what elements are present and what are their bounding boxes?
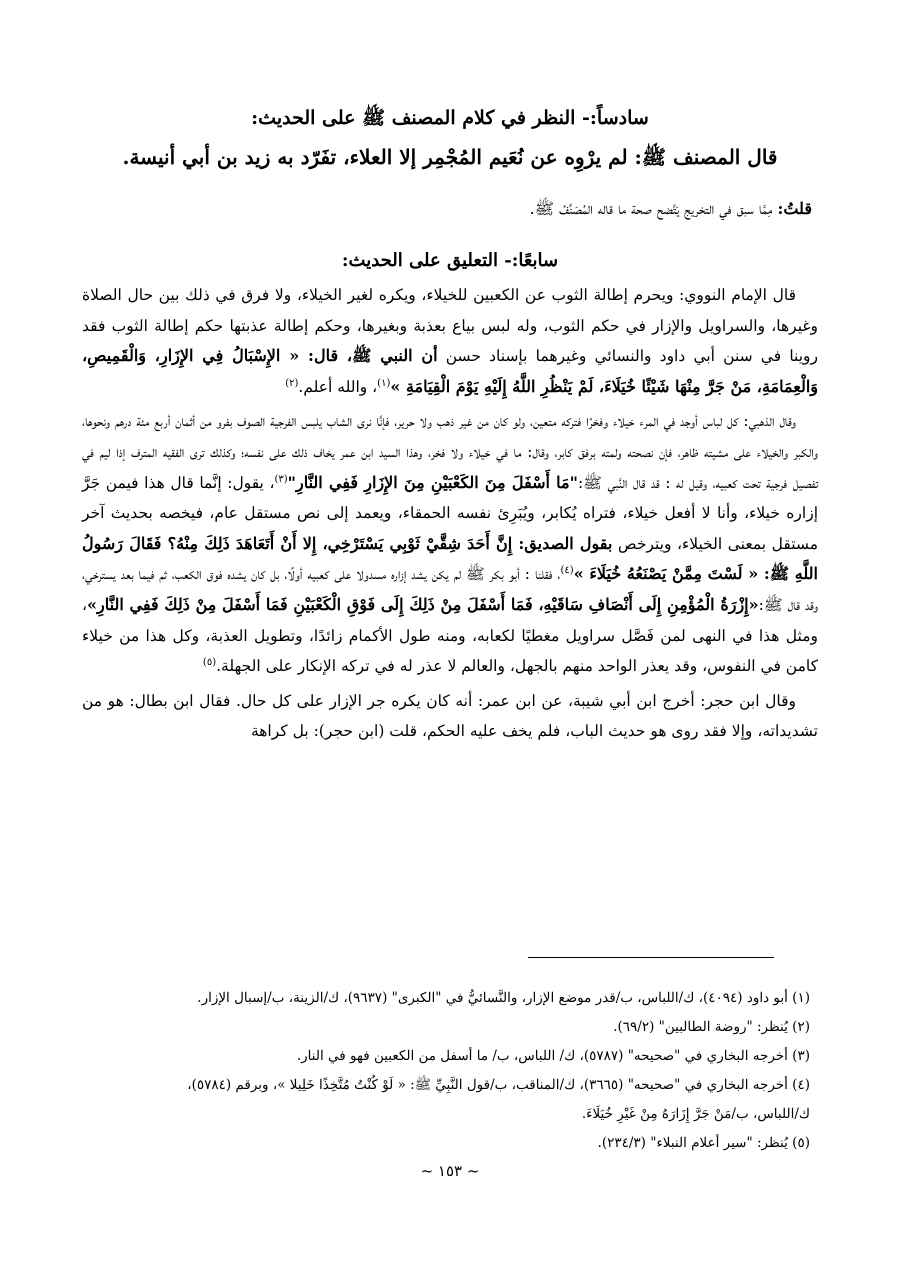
nawawi-quote-intro: أن النبي ﷺ، قال: « [280, 346, 438, 366]
footnote-5: (٥) يُنظر: "سير أعلام النبلاء" (٢٣٤/٣). [597, 1135, 810, 1151]
section-6-heading: سادساً:- النظر في كلام المصنف ﷺ على الحديث: [251, 107, 649, 129]
note-line [82, 194, 818, 232]
nawawi-end: ، والله أعلم. [298, 377, 378, 396]
dhahabi-text-1: وقال الذهبي: كل لباس أوجد في المرء خيلاء وفخرًا فتركه متعين، ولو كان من غير ذهب ولا حرير، فإنَّا نرى الشاب يلبس الفرجية الصوف بفرو من أثمان أربع مئة درهم ونحوها، والكبر والخيلاء على مشيته ظاهر، فإن نصحته ولمته برفق كابر، وقال: ما في خيلاء ولا فخر، وهذا السيد ابن عمر يخاف ذلك على نفسه؛ وكذلك ترى الفقيه المترف إذا ليم في تفصيل فرجية تحت كعبيه، وقيل له : قد قال النَّبي ﷺ: [82, 412, 818, 492]
nawawi-close: » [390, 376, 406, 396]
nawawi-text: قال الإمام النووي: ويحرم إطالة الثوب عن الكعبين للخيلاء، ويكره لغير الخيلاء، ولا فرق في ذلك بين حال الصلاة وغيرها، والسراويل والإزار في حكم الثوب، وله لبس بياع بعذبة وبغيرها، وحكم إطالة عذبتها حكم إطالة الثوب فقد روينا في سنن أبي داود والنسائي وغيرهما بإسناد حسن [82, 286, 819, 366]
footnote-ref-1[interactable]: (١) [377, 377, 391, 389]
ibn-hajar-paragraph: وقال ابن حجر: أخرج ابن أبي شيبة، عن ابن عمر: أنه كان يكره جر الإزار على كل حال. فقال ابن بطال: هو من تشديداته، وإلا فقد روى هو حديث الباب، فلم يخف عليه الحكم، قلت (ابن حجر): بل كراهة [82, 691, 818, 741]
footnote-4-continued: ك/اللباس، ب/مَنْ جَرَّ إِزَارَهُ مِنْ غَيْرِ خُيَلَاءَ. [581, 1106, 810, 1122]
dhahabi-siddiq-quote: بقول الصديق: إِنَّ أَحَدَ شِقَّيْ ثَوْبِي يَسْتَرْخِي، إِلا أَنْ أَتَعَاهَدَ ذَلِكَ مِنْهُ؟ فَقَالَ رَسُولُ اللَّهِ ﷺ: « لَسْتَ مِمَّنْ يَصْنَعُهُ خُيَلَاءَ » [82, 533, 818, 584]
dhahabi-text-4: ، ومثل هذا في النهى لمن فَصَّل سراويل مغطيًا لكعابه، ومنه طول الأكمام زائدًا، وتطويل العذبة، وكل هذا من خيلاء كامن في النفوس، وقد يعذر الواحد منهم بالجهل، والعالم لا عذر له في تركه الإنكار على الجهلة. [82, 595, 818, 676]
footnote-ref-3[interactable]: (٣) [274, 473, 288, 485]
dhahabi-text-2: ، يقول: إنَّما قال هذا فيمن جَرَّ إزاره خيلاء، وأنا لا أفعل خيلاء، فتراه يُكابر، ويُبَرِئ نفسه الحمقاء، ويعمد إلى نص مستقل عام، فيخصه بحديث آخر مستقل بمعنى الخيلاء، ويترخص [82, 473, 819, 553]
footnote-2: (٢) يُنظر: "روضة الطالبين" (٦٩/٢). [613, 1019, 810, 1035]
footnote-1: (١) أبو داود (٤٠٩٤)، ك/اللباس، ب/قدر موضع الإزار، والنَّسائيُّ في "الكبرى" (٩٦٣٧)، ك/الزينة، ب/إسبال الإزار. [197, 990, 810, 1006]
footnote-divider [528, 957, 774, 958]
nawawi-hadith: الإِسْبَالُ فِي الإِزَارِ، وَالْقَمِيصِ، وَالْعِمَامَةِ، مَنْ جَرَّ مِنْهَا شَيْئًا خُيَلَاءَ، لَمْ يَنْظُرِ اللَّهُ إِلَيْهِ يَوْمَ الْقِيَامَةِ [82, 346, 818, 396]
footnote-ref-5[interactable]: (٥) [202, 656, 217, 668]
nawawi-paragraph [82, 280, 818, 402]
footnote-4: (٤) أخرجه البخاري في "صحيحه" (٣٦٦٥)، ك/المناقب، ب/قول النَّبِيِّ ﷺ: « لَوْ كُنْتُ مُتَّخِذًا خَلِيلا »، وبرقم (٥٧٨٤)، [187, 1077, 810, 1093]
page-number: ~ ١٥٣ ~ [420, 1162, 480, 1180]
dhahabi-text-3: ، فقلنا : أبو بكر ﷺ لم يكن يشد إزاره مسدولا على كعبيه أولًا، بل كان يشده فوق الكعب، ثم فيما بعد يسترخي، وقد قال ﷺ: [82, 565, 819, 614]
dhahabi-hadith-1: "مَا أَسْفَلَ مِنَ الكَعْبَيْنِ مِنَ الإِزَارِ فَفِي النَّارِ" [287, 472, 578, 492]
dhahabi-hadith-2: «إِزْرَةُ الْمُؤْمِنِ إِلَى أَنْصَافِ سَاقَيْهِ، فَمَا أَسْفَلَ مِنْ ذَلِكَ إِلَى فَوْقِ الْكَعْبَيْنِ فَمَا أَسْفَلَ مِنْ ذَلِكَ فَفِي النَّارِ» [87, 594, 759, 614]
dhahabi-paragraph [82, 406, 818, 681]
author-quote: قال المصنف ﷺ: لم يرْوِه عن نُعَيم المُجْمِر إلا العلاء، تفَرّد به زيد بن أبي أنيسة. [122, 145, 778, 169]
footnote-3: (٣) أخرجه البخاري في "صحيحه" (٥٧٨٧)، ك/ اللباس، ب/ ما أسفل من الكعبين فهو في النار. [296, 1048, 810, 1064]
footnote-ref-4[interactable]: (٤) [560, 565, 574, 577]
section-7-heading: سابعًا:- التعليق على الحديث: [341, 250, 559, 271]
footnotes [98, 984, 810, 1158]
note-text: مِمَّا سبق في التخريج يَتَّضح صحة ما قاله المُصَنِّفُ ﷺ. [529, 199, 778, 218]
footnote-ref-2[interactable]: (٢) [285, 377, 299, 389]
note-label: قلتُ: [777, 199, 812, 218]
page-body [82, 104, 818, 747]
